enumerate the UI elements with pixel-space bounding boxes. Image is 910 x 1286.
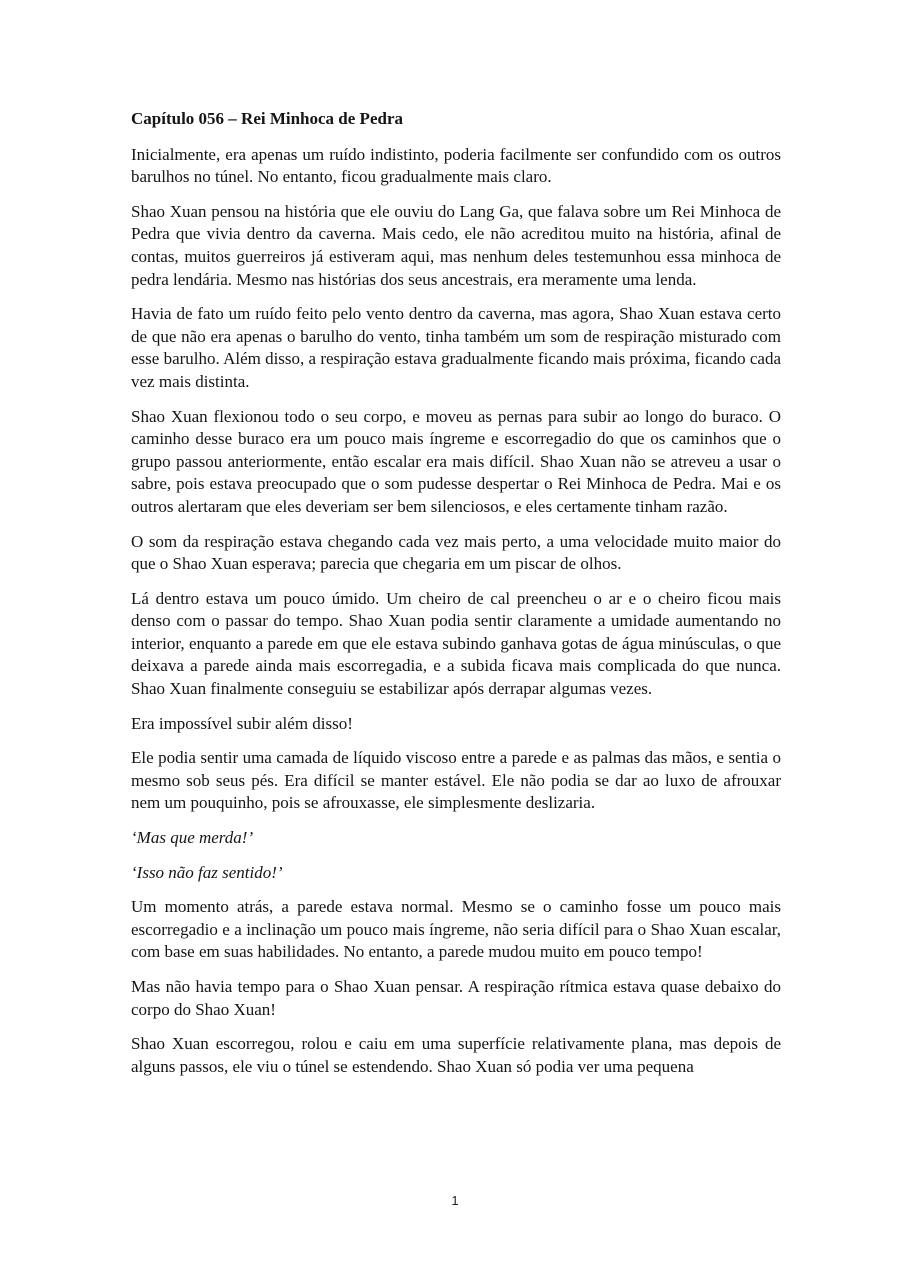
thought-line-1: ‘Mas que merda!’ — [131, 828, 254, 848]
page-number: 1 — [451, 1193, 459, 1208]
paragraph-11: Um momento atrás, a parede estava normal. Mesmo se o caminho fosse um pouco mais escorregadio e a inclinação um pouco mais íngreme, não seria difícil para o Shao Xuan escalar, com base em suas habilidades. No entanto, a parede mudou muito em pouco tempo! — [131, 897, 781, 962]
paragraph-6: Lá dentro estava um pouco úmido. Um cheiro de cal preencheu o ar e o cheiro ficou mais denso com o passar do tempo. Shao Xuan podia sentir claramente a umidade aumentando no interior, enquanto a parede em que ele estava subindo ganhava gotas de água minúsculas, o que deixava a parede ainda mais escorregadia, e a subida ficava mais complicada do que nunca. Shao Xuan finalmente conseguiu se estabilizar após derrapar algumas vezes. — [131, 588, 781, 699]
paragraph-12: Mas não havia tempo para o Shao Xuan pensar. A respiração rítmica estava quase debaixo do corpo do Shao Xuan! — [131, 977, 781, 1019]
paragraph-4: Shao Xuan flexionou todo o seu corpo, e moveu as pernas para subir ao longo do buraco. O caminho desse buraco era um pouco mais íngreme e escorregadio do que os caminhos que o grupo passou anteriormente, então escalar era mais difícil. Shao Xuan não se atreveu a usar o sabre, pois estava preocupado que o som pudesse despertar o Rei Minhoca de Pedra. Mai e os outros alertaram que eles deveriam ser bem silenciosos, e eles certamente tinham razão. — [131, 406, 781, 516]
paragraph-8: Ele podia sentir uma camada de líquido viscoso entre a parede e as palmas das mãos, e sentia o mesmo sob seus pés. Era difícil se manter estável. Ele não podia se dar ao luxo de afrouxar nem um pouquinho, pois se afrouxasse, ele simplesmente deslizaria. — [131, 748, 781, 813]
paragraph-7: Era impossível subir além disso! — [131, 713, 353, 733]
paragraph-2: Shao Xuan pensou na história que ele ouviu do Lang Ga, que falava sobre um Rei Minhoca de Pedra que vivia dentro da caverna. Mais cedo, ele não acreditou muito na história, afinal de contas, muitos guerreiros já estiveram aqui, mas nenhum deles testemunhou essa minhoca de pedra lendária. Mesmo nas histórias dos seus ancestrais, era meramente uma lenda. — [131, 201, 781, 289]
paragraph-5: O som da respiração estava chegando cada vez mais perto, a uma velocidade muito maior do que o Shao Xuan esperava; parecia que chegaria em um piscar de olhos. — [131, 531, 781, 574]
chapter-title: Capítulo 056 – Rei Minhoca de Pedra — [131, 109, 403, 128]
paragraph-3: Havia de fato um ruído feito pelo vento dentro da caverna, mas agora, Shao Xuan estava certo de que não era apenas o barulho do vento, tinha também um som de respiração misturado com esse barulho. Além disso, a respiração estava gradualmente ficando mais próxima, ficando cada vez mais distinta. — [131, 304, 782, 391]
thought-line-2: ‘Isso não faz sentido!’ — [131, 862, 283, 882]
paragraph-13: Shao Xuan escorregou, rolou e caiu em uma superfície relativamente plana, mas depois de alguns passos, ele viu o túnel se estendendo. Shao Xuan só podia ver uma pequena — [131, 1034, 781, 1076]
paragraph-1: Inicialmente, era apenas um ruído indistinto, poderia facilmente ser confundido com os outros barulhos no túnel. No entanto, ficou gradualmente mais claro. — [131, 144, 781, 187]
document-body — [131, 108, 781, 1090]
